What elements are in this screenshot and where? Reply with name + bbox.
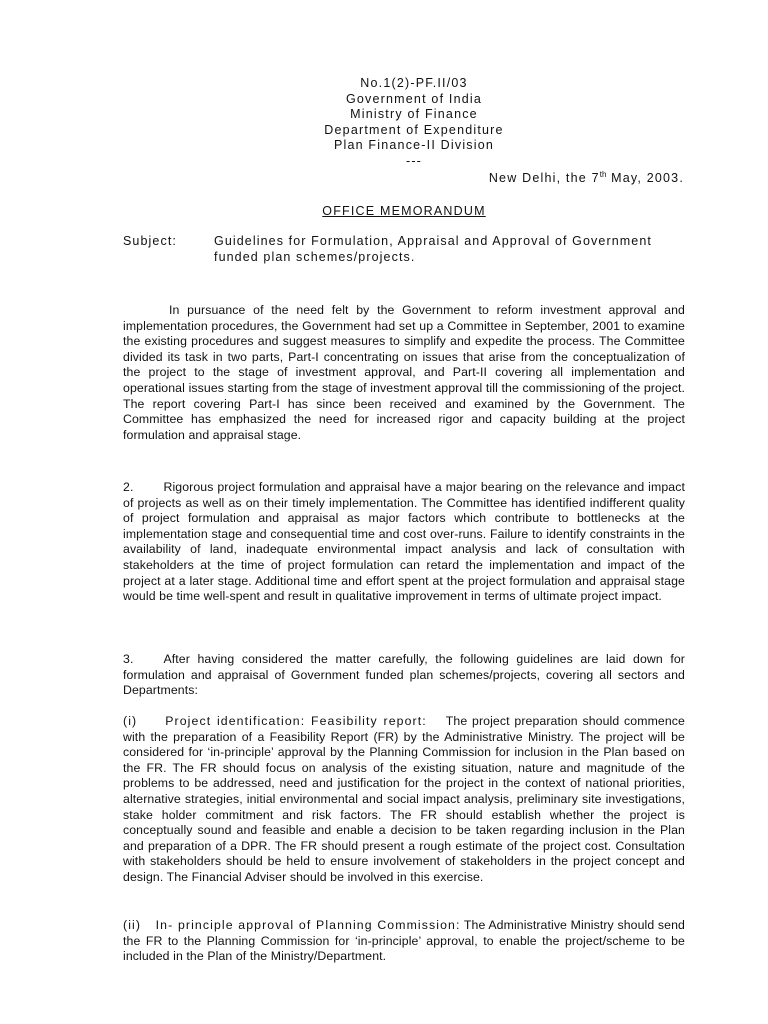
memo-title-text: OFFICE MEMORANDUM [322, 204, 486, 218]
item-1-number: (i) [123, 714, 138, 728]
letterhead [0, 76, 768, 169]
memo-title [0, 204, 768, 218]
item-1-heading: Project identification: Feasibility report: [165, 714, 427, 728]
paragraph-3-text: After having considered the matter carefully, the following guidelines are laid down for formulation and appraisal of Government funded plan schemes/projects, covering all sectors and Departments: [123, 652, 685, 698]
department-name: Department of Expenditure [324, 122, 504, 137]
reference-number: No.1(2)-PF.II/03 [360, 76, 468, 90]
item-1 [123, 714, 685, 886]
ministry-name: Ministry of Finance [350, 107, 478, 121]
subject-label: Subject: [123, 234, 177, 248]
item-2 [123, 918, 685, 965]
paragraph-2 [123, 480, 685, 605]
dateline-prefix: New Delhi, the 7 [488, 171, 600, 186]
subject-block [123, 234, 693, 265]
dateline [489, 170, 684, 185]
item-2-heading: In- principle approval of Planning Commission: [155, 918, 461, 932]
paragraph-1-text: In pursuance of the need felt by the Government to reform investment approval and implementation procedures, the Government had set up a Committee in September, 2001 to examine the existing procedures and suggest measures to simplify and expedite the process. The Committee divided its task in two parts, Part-I concentrating on issues that arise from the conceptualization of the project to the stage of investment approval, and Part-II covering all implementation and operational issues starting from the stage of investment approval till the commissioning of the project. The report covering Part-I has since been received and examined by the Government. The Committee has emphasized the need for increased rigor and capacity building at the project formulation and appraisal stage. [123, 303, 685, 442]
dateline-suffix: May, 2003. [606, 171, 684, 186]
paragraph-1 [123, 303, 685, 443]
paragraph-2-text: Rigorous project formulation and appraisal have a major bearing on the relevance and impact of projects as well as on their timely implementation. The Committee has identified indifferent quality of project formulation and appraisal as major factors which contribute to bottlenecks at the implementation stage and consequential time and cost over-runs. Failure to identify constraints in the availability of land, inadequate environmental impact analysis and lack of consultation with stakeholders at the time of project formulation can retard the implementation and impact of the project at a later stage. Additional time and effort spent at the project formulation and appraisal stage would be time well-spent and result in qualitative improvement in terms of ultimate project impact. [123, 480, 685, 604]
paragraph-2-number: 2. [123, 480, 134, 494]
item-2-text: The Administrative Ministry should send the FR to the Planning Commission for ‘in-principle’ approval, to enable the project/scheme to be included in the Plan of the Ministry/Department. [123, 918, 685, 964]
header-separator: --- [405, 153, 423, 168]
government-name: Government of India [345, 91, 483, 106]
paragraph-3-number: 3. [123, 652, 134, 666]
subject-text: Guidelines for Formulation, Appraisal and Approval of Government funded plan schemes/projects. [214, 234, 652, 264]
item-2-number: (ii) [123, 918, 142, 932]
dateline-superscript: th [599, 170, 607, 179]
item-1-text: The project preparation should commence with the preparation of a Feasibility Report (FR) by the Administrative Ministry. The project will be considered for ‘in-principle’ approval by the Planning Commission for inclusion in the Plan based on the FR. The FR should focus on analysis of the existing situation, nature and magnitude of the problems to be addressed, need and justification for the project in the context of national priorities, alternative strategies, initial environmental and social impact analysis, preliminary site investigations, stake holder commitment and risk factors. The FR should establish whether the project is conceptually sound and feasible and enable a decision to be taken regarding inclusion in the Plan and preparation of a DPR. The FR should present a rough estimate of the project cost. Consultation with stakeholders should be held to ensure involvement of stakeholders in the project concept and design. The Financial Adviser should be involved in this exercise. [123, 714, 685, 884]
paragraph-3 [123, 652, 685, 699]
division-name: Plan Finance-II Division [333, 138, 495, 152]
